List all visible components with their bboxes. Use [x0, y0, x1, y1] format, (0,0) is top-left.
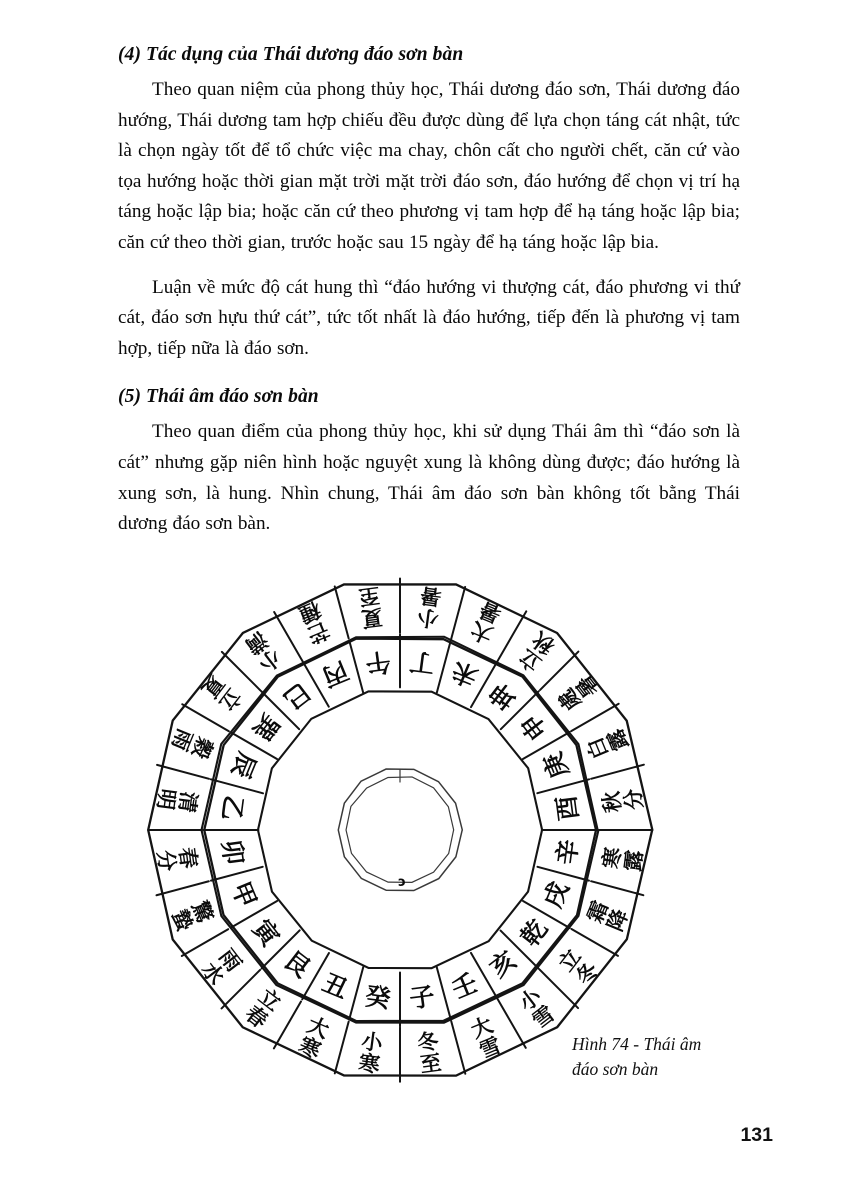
ring-divider [157, 765, 209, 779]
outer-ring-24-solar-terms-cell-17: 白露 [582, 725, 634, 763]
outer-ring-24-solar-terms-cell-13: 小暑 [415, 582, 443, 632]
ring-divider [499, 611, 527, 659]
outer-ring-24-solar-terms-cell-4: 雨水 [196, 944, 247, 990]
outer-ring-24-solar-terms-cell-6: 春分 [152, 845, 202, 873]
inner-ring-24-mountains-cell-5: 甲 [225, 877, 263, 912]
inner-ring-24-mountains-cell-8: 辰 [225, 748, 263, 783]
outer-ring-24-solar-terms-cell-9: 立夏 [196, 670, 247, 716]
inner-ring-24-mountains-cell-17: 庚 [537, 748, 575, 783]
ring-divider [182, 929, 228, 956]
inner-ring-24-mountains-cell-3: 艮 [278, 944, 316, 984]
ring-divider [204, 639, 596, 1022]
ring-divider [349, 641, 363, 693]
hub-mark: ɔ [398, 875, 406, 890]
outer-ring-24-solar-terms-cell-15: 立秋 [514, 626, 560, 677]
inner-ring-24-mountains-cell-12: 午 [363, 646, 393, 679]
outer-ring-24-solar-terms-cell-20: 霜降 [582, 897, 634, 935]
ring-divider [437, 967, 451, 1019]
figure-caption [572, 1032, 782, 1082]
outer-ring-24-solar-terms-cell-3: 立春 [240, 983, 286, 1034]
ring-divider [451, 587, 465, 639]
inner-ring-24-mountains-cell-16: 申 [514, 708, 554, 746]
page-number: 131 [740, 1124, 773, 1146]
inner-ring-24-mountains-cell-7: 乙 [216, 793, 249, 823]
inner-ring-24-mountains-cell-9: 巽 [246, 708, 286, 746]
inner-ring-24-mountains-cell-20: 戌 [537, 877, 575, 912]
ring-divider [211, 867, 263, 881]
section-4-paragraph-1: Theo quan niệm của phong thủy học, Thái dương đáo sơn, Thái dương đáo hướng, Thái dương tam hợp chiếu đều được dùng để lựa chọn táng cát nhật, tức là chọn ngày tốt để tổ chức việc ma chay, chôn cất cho người chết, căn cứ vào tọa hướng hoặc thời gian mặt trời mặt trời đáo sơn, đáo hướng để chọn vị trí hạ táng hoặc lập bia; hoặc căn cứ theo phương vị tam hợp để hạ táng hoặc lập bia; căn cứ theo thời gian, trước hoặc sau 15 ngày để hạ táng hoặc lập bia. [118, 79, 740, 253]
outer-ring-24-solar-terms-cell-7: 清明 [152, 787, 202, 815]
inner-ring-24-mountains-cell-10: 巳 [278, 676, 316, 716]
ring-divider [451, 1021, 465, 1074]
ring-divider [437, 640, 451, 692]
outer-ring-24-solar-terms-cell-14: 大暑 [467, 596, 505, 648]
outer-ring-24-solar-terms-cell-8: 穀雨 [166, 725, 218, 763]
outer-ring-24-solar-terms-cell-5: 驚蟄 [166, 897, 218, 935]
inner-ring-24-mountains-cell-1: 癸 [363, 981, 393, 1014]
figure-caption-line-1: Hình 74 - Thái âm [572, 1034, 702, 1054]
outer-ring-24-solar-terms-cell-1: 小寒 [357, 1028, 385, 1078]
text-column [118, 44, 740, 540]
outer-ring-24-solar-terms-cell-19: 寒露 [598, 845, 648, 873]
ring-divider [335, 1022, 349, 1074]
inner-ring-24-mountains-cell-6: 卯 [216, 837, 249, 867]
inner-ring-24-mountains-cell-0: 子 [407, 981, 437, 1014]
outer-ring-24-solar-terms-cell-22: 小雪 [514, 983, 560, 1034]
section-heading-4: (4) Tác dụng của Thái dương đáo sơn bàn [118, 44, 464, 65]
luopan-svg [140, 570, 660, 1090]
inner-ring-24-mountains-cell-18: 酉 [551, 793, 584, 823]
ring-divider [211, 779, 263, 793]
outer-ring-24-solar-terms-cell-18: 秋分 [598, 787, 648, 815]
inner-ring-24-mountains-cell-23: 壬 [447, 967, 482, 1005]
ring-divider [258, 691, 542, 968]
ring-divider [274, 612, 301, 659]
ring-divider [571, 704, 618, 731]
ring-divider [346, 777, 454, 882]
inner-ring-24-mountains-cell-4: 寅 [246, 914, 286, 952]
ring-divider [591, 765, 644, 779]
outer-ring-24-solar-terms-cell-10: 小満 [240, 626, 286, 677]
ring-divider [591, 881, 643, 895]
ring-divider [571, 929, 618, 956]
ring-divider [274, 1002, 301, 1049]
ring-divider [537, 779, 589, 793]
outer-ring-24-solar-terms-cell-23: 大雪 [467, 1012, 505, 1064]
outer-ring-24-solar-terms-cell-0: 冬至 [415, 1028, 443, 1078]
inner-ring-24-mountains-cell-2: 丑 [318, 967, 353, 1005]
inner-ring-24-mountains-cell-14: 未 [447, 655, 482, 693]
ring-divider [499, 1001, 526, 1048]
inner-ring-24-mountains-cell-13: 丁 [407, 646, 437, 679]
ring-divider [349, 967, 363, 1020]
section-4-paragraph-2: Luận về mức độ cát hung thì “đáo hướng vi thượng cát, đáo phương vi thứ cát, đáo sơn hựu thứ cát”, tức tốt nhất là đáo hướng, tiếp đến là phương vị tam hợp, tiếp nữa là đáo sơn. [118, 276, 740, 359]
ring-divider [338, 769, 462, 891]
outer-ring-24-solar-terms-cell-12: 夏至 [357, 582, 385, 632]
ring-divider [537, 867, 589, 881]
inner-ring-24-mountains-cell-11: 丙 [318, 655, 353, 693]
outer-ring-24-solar-terms-cell-11: 芒種 [295, 596, 333, 648]
section-5-paragraph-1: Theo quan điểm của phong thủy học, khi sử dụng Thái âm thì “đáo sơn là cát” nhưng gặp niên hình hoặc nguyệt xung là không dùng được; đáo hướng là xung sơn, là hung. Nhìn chung, Thái âm đáo sơn bàn không tốt bằng Thái dương đáo sơn bàn. [118, 421, 740, 535]
figure-caption-line-2: đáo sơn bàn [572, 1059, 659, 1079]
inner-ring-24-mountains-cell-22: 亥 [484, 944, 522, 984]
outer-ring-24-solar-terms-cell-16: 處暑 [553, 670, 604, 716]
inner-ring-24-mountains-cell-15: 坤 [484, 676, 522, 716]
ring-divider [335, 586, 349, 638]
ring-divider [157, 881, 209, 895]
ring-divider [202, 637, 599, 1023]
section-heading-5: (5) Thái âm đáo sơn bàn [118, 386, 319, 408]
inner-ring-24-mountains-cell-21: 乾 [514, 914, 554, 952]
outer-ring-24-solar-terms-cell-21: 立冬 [553, 944, 604, 990]
ring-divider [182, 704, 229, 731]
inner-ring-24-mountains-cell-19: 辛 [551, 837, 584, 867]
figure-74-luopan-diagram [140, 570, 660, 1090]
outer-ring-24-solar-terms-cell-2: 大寒 [295, 1012, 333, 1064]
